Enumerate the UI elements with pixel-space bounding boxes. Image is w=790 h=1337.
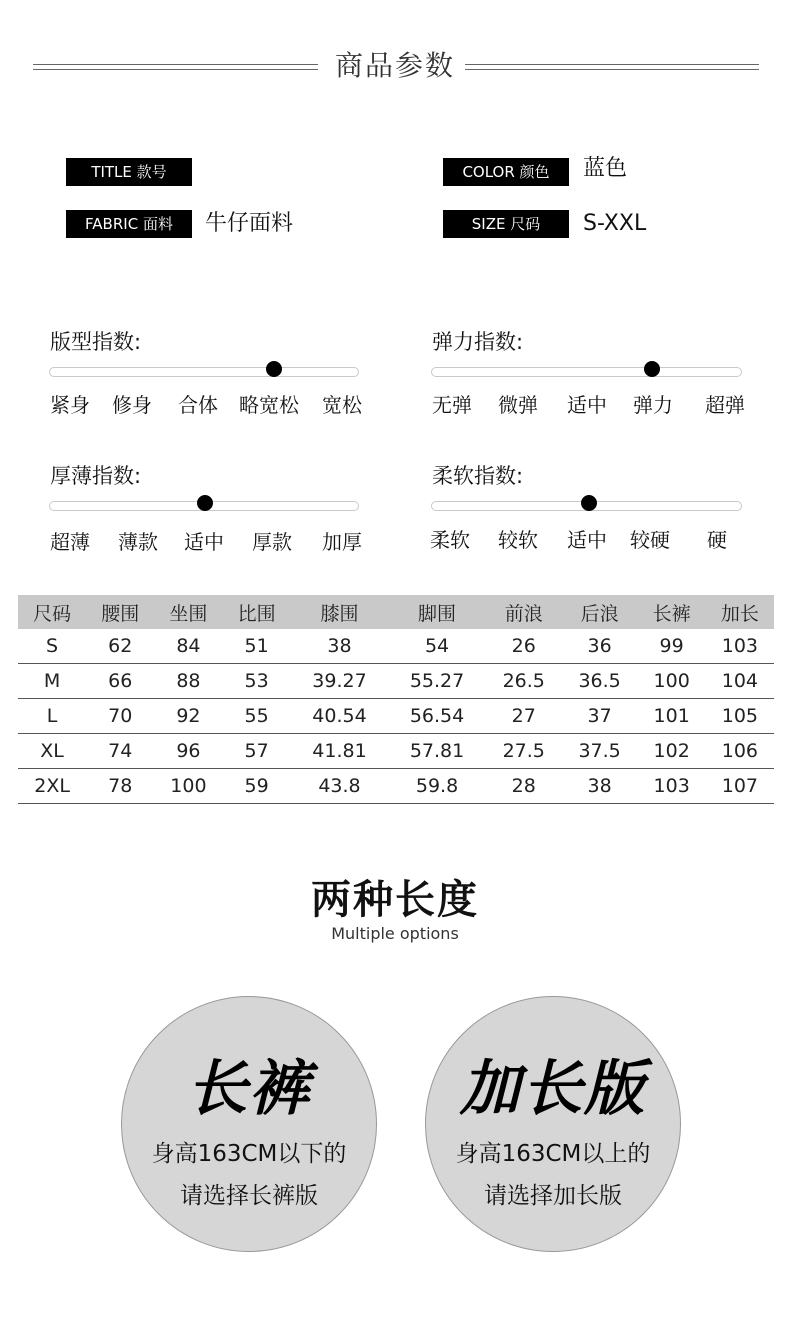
index-title: 厚薄指数: xyxy=(50,464,142,488)
table-cell: 26 xyxy=(486,629,562,664)
index-option: 超弹 xyxy=(705,393,745,417)
table-cell: 74 xyxy=(86,734,154,769)
table-cell: 103 xyxy=(706,629,774,664)
table-cell: 92 xyxy=(154,699,222,734)
index-marker xyxy=(581,495,597,511)
table-cell: 37 xyxy=(562,699,638,734)
table-cell: 102 xyxy=(638,734,706,769)
table-cell: 62 xyxy=(86,629,154,664)
table-cell: 2XL xyxy=(18,769,86,804)
table-header-cell: 尺码 xyxy=(18,595,86,629)
index-option: 微弹 xyxy=(498,393,538,417)
table-cell: 36.5 xyxy=(562,664,638,699)
index-option: 较硬 xyxy=(630,528,670,552)
index-title: 柔软指数: xyxy=(432,464,524,488)
table-cell: 104 xyxy=(706,664,774,699)
index-option: 适中 xyxy=(567,528,607,552)
table-cell: 105 xyxy=(706,699,774,734)
index-option: 适中 xyxy=(184,530,224,554)
index-option: 加厚 xyxy=(322,530,362,554)
color-value: 蓝色 xyxy=(583,156,628,181)
index-option: 修身 xyxy=(112,393,152,417)
table-header-cell: 后浪 xyxy=(562,595,638,629)
table-cell: 106 xyxy=(706,734,774,769)
table-cell: 40.54 xyxy=(291,699,389,734)
table-cell: M xyxy=(18,664,86,699)
table-row xyxy=(18,734,774,769)
table-cell: 41.81 xyxy=(291,734,389,769)
table-cell: 26.5 xyxy=(486,664,562,699)
extended-length-option xyxy=(425,996,681,1252)
table-row xyxy=(18,699,774,734)
index-option: 适中 xyxy=(567,393,607,417)
table-cell: 27 xyxy=(486,699,562,734)
lengths-subtitle: Multiple options xyxy=(331,924,459,943)
table-cell: 57.81 xyxy=(388,734,486,769)
index-option: 较软 xyxy=(498,528,538,552)
table-cell: 55.27 xyxy=(388,664,486,699)
table-cell: 100 xyxy=(638,664,706,699)
page-title: 商品参数 xyxy=(334,49,455,82)
table-cell: 38 xyxy=(562,769,638,804)
table-header-row xyxy=(18,595,774,629)
index-option: 超薄 xyxy=(50,530,90,554)
table-header-cell: 前浪 xyxy=(486,595,562,629)
table-cell: 70 xyxy=(86,699,154,734)
table-header-cell: 腰围 xyxy=(86,595,154,629)
table-cell: XL xyxy=(18,734,86,769)
index-title: 版型指数: xyxy=(50,330,142,354)
index-option: 无弹 xyxy=(432,393,472,417)
table-cell: 56.54 xyxy=(388,699,486,734)
option-name: 长裤 xyxy=(187,1054,311,1124)
table-header-cell: 坐围 xyxy=(154,595,222,629)
table-cell: 36 xyxy=(562,629,638,664)
table-cell: 101 xyxy=(638,699,706,734)
fabric-tag: FABRIC 面料 xyxy=(66,210,192,238)
table-row xyxy=(18,629,774,664)
table-cell: 84 xyxy=(154,629,222,664)
option-name: 加长版 xyxy=(460,1054,646,1124)
index-track xyxy=(431,367,742,377)
fabric-value: 牛仔面料 xyxy=(205,211,294,236)
table-cell: 54 xyxy=(388,629,486,664)
option-advice: 请选择长裤版 xyxy=(180,1183,318,1209)
regular-length-option xyxy=(121,996,377,1252)
table-cell: 88 xyxy=(154,664,222,699)
index-option: 宽松 xyxy=(322,393,362,417)
index-option: 硬 xyxy=(707,528,727,552)
table-cell: S xyxy=(18,629,86,664)
option-height-note: 身高163CM以下的 xyxy=(151,1141,347,1167)
table-row xyxy=(18,769,774,804)
lengths-title: 两种长度 xyxy=(311,877,479,923)
index-option: 合体 xyxy=(178,393,218,417)
table-header-cell: 膝围 xyxy=(291,595,389,629)
index-option: 弹力 xyxy=(633,393,673,417)
index-option: 柔软 xyxy=(430,528,470,552)
index-marker xyxy=(197,495,213,511)
size-tag: SIZE 尺码 xyxy=(443,210,569,238)
table-header-cell: 比围 xyxy=(223,595,291,629)
title-tag: TITLE 款号 xyxy=(66,158,192,186)
index-title: 弹力指数: xyxy=(432,330,524,354)
index-marker xyxy=(266,361,282,377)
table-cell: 78 xyxy=(86,769,154,804)
option-height-note: 身高163CM以上的 xyxy=(455,1141,651,1167)
table-cell: 96 xyxy=(154,734,222,769)
table-cell: 28 xyxy=(486,769,562,804)
option-advice: 请选择加长版 xyxy=(484,1183,622,1209)
table-header-cell: 加长 xyxy=(706,595,774,629)
table-header-cell: 脚围 xyxy=(388,595,486,629)
table-cell: 59 xyxy=(223,769,291,804)
table-cell: 43.8 xyxy=(291,769,389,804)
table-cell: 37.5 xyxy=(562,734,638,769)
index-option: 略宽松 xyxy=(239,393,299,417)
index-marker xyxy=(644,361,660,377)
table-cell: 107 xyxy=(706,769,774,804)
table-cell: 57 xyxy=(223,734,291,769)
index-track xyxy=(49,367,359,377)
table-cell: 55 xyxy=(223,699,291,734)
table-cell: 99 xyxy=(638,629,706,664)
size-value: S-XXL xyxy=(583,211,647,236)
table-cell: 59.8 xyxy=(388,769,486,804)
table-cell: 27.5 xyxy=(486,734,562,769)
color-tag: COLOR 颜色 xyxy=(443,158,569,186)
table-cell: 100 xyxy=(154,769,222,804)
index-option: 薄款 xyxy=(118,530,158,554)
table-cell: 39.27 xyxy=(291,664,389,699)
size-table xyxy=(18,595,774,804)
table-cell: L xyxy=(18,699,86,734)
table-cell: 66 xyxy=(86,664,154,699)
table-cell: 51 xyxy=(223,629,291,664)
index-option: 厚款 xyxy=(252,530,292,554)
table-cell: 53 xyxy=(223,664,291,699)
table-cell: 103 xyxy=(638,769,706,804)
table-header-cell: 长裤 xyxy=(638,595,706,629)
table-cell: 38 xyxy=(291,629,389,664)
index-option: 紧身 xyxy=(50,393,90,417)
table-row xyxy=(18,664,774,699)
